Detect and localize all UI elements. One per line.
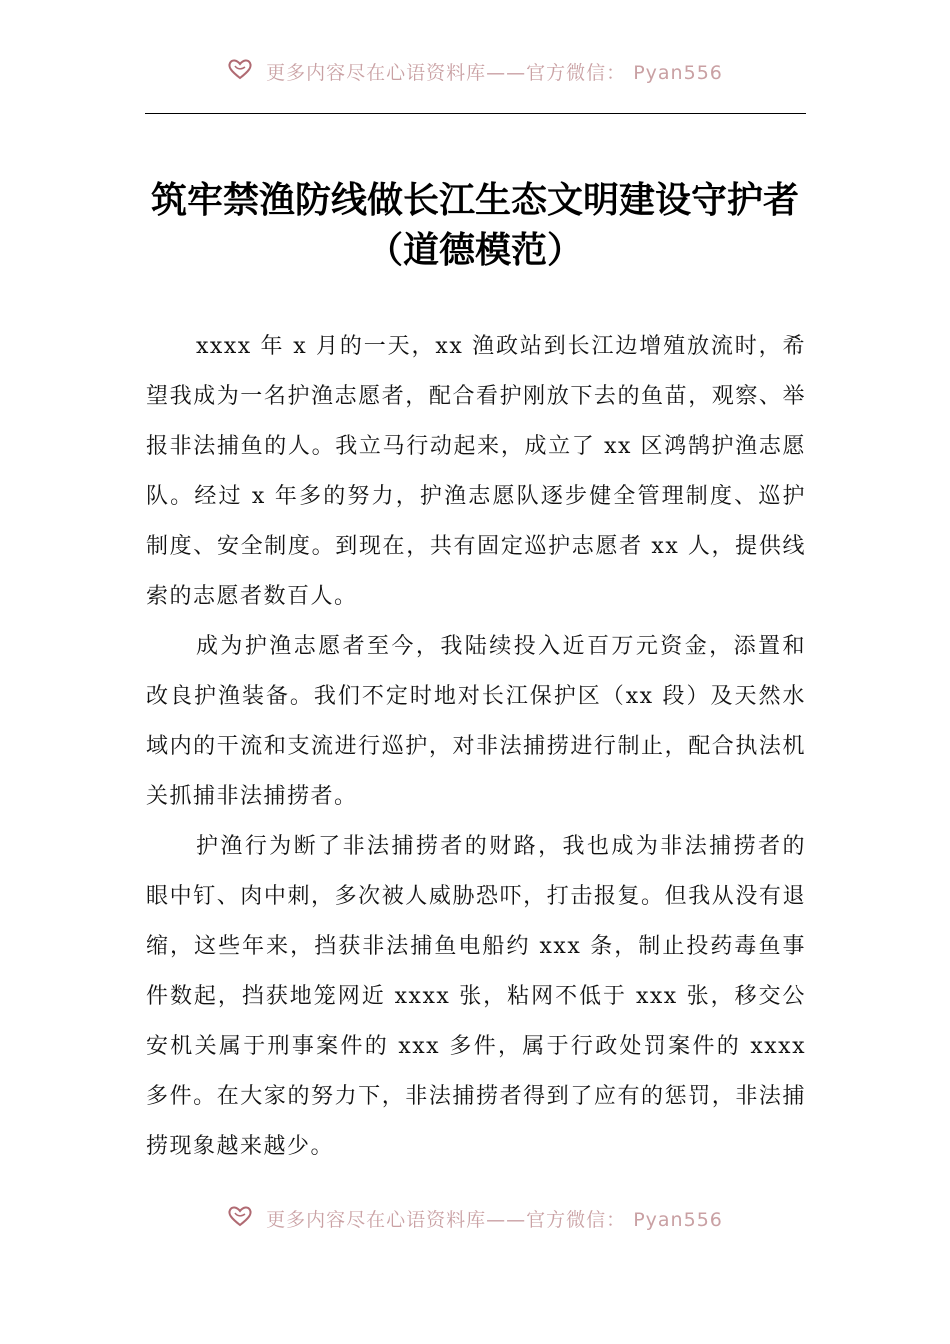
header-rule xyxy=(145,113,806,114)
header-watermark xyxy=(0,58,950,85)
paragraph-3: 护渔行为断了非法捕捞者的财路，我也成为非法捕捞者的眼中钉、肉中刺，多次被人威胁恐吓，打击报复。但我从没有退缩，这些年来，挡获非法捕鱼电船约 xxx 条，制止投药毒鱼事件数起，挡获地笼网近 xxxx 张，粘网不低于 xxx 张，移交公安机关属于刑事案件的 xxx 多件，属于行政处罚案件的 xxxx 多件。在大家的努力下，非法捕捞者得到了应有的惩罚，非法捕捞现象越来越少。 xyxy=(146,834,806,1159)
paragraph-2: 成为护渔志愿者至今，我陆续投入近百万元资金，添置和改良护渔装备。我们不定时地对长江保护区（xx 段）及天然水域内的干流和支流进行巡护，对非法捕捞进行制止，配合执法机关抓捕非法捕捞者。 xyxy=(146,634,806,809)
watermark-text: 更多内容尽在心语资料库——官方微信： Pyan556 xyxy=(266,62,723,84)
document-subtitle: （道德模范） xyxy=(366,229,583,271)
footer-watermark xyxy=(0,1205,950,1232)
paragraph-1: xxxx 年 x 月的一天，xx 渔政站到长江边增殖放流时，希望我成为一名护渔志愿者，配合看护刚放下去的鱼苗，观察、举报非法捕鱼的人。我立马行动起来，成立了 xx 区鸿鹄护渔志愿队。经过 x 年多的努力，护渔志愿队逐步健全管理制度、巡护制度、安全制度。到现在，共有固定巡护志愿者 xx 人，提供线索的志愿者数百人。 xyxy=(146,334,806,609)
page-bottom-mask xyxy=(0,1175,950,1344)
heart-logo-icon xyxy=(227,1205,253,1232)
document-title: 筑牢禁渔防线做长江生态文明建设守护者 xyxy=(150,179,799,221)
document-body xyxy=(146,322,806,1222)
watermark-text: 更多内容尽在心语资料库——官方微信： Pyan556 xyxy=(266,1209,723,1231)
heart-logo-icon xyxy=(227,58,253,85)
